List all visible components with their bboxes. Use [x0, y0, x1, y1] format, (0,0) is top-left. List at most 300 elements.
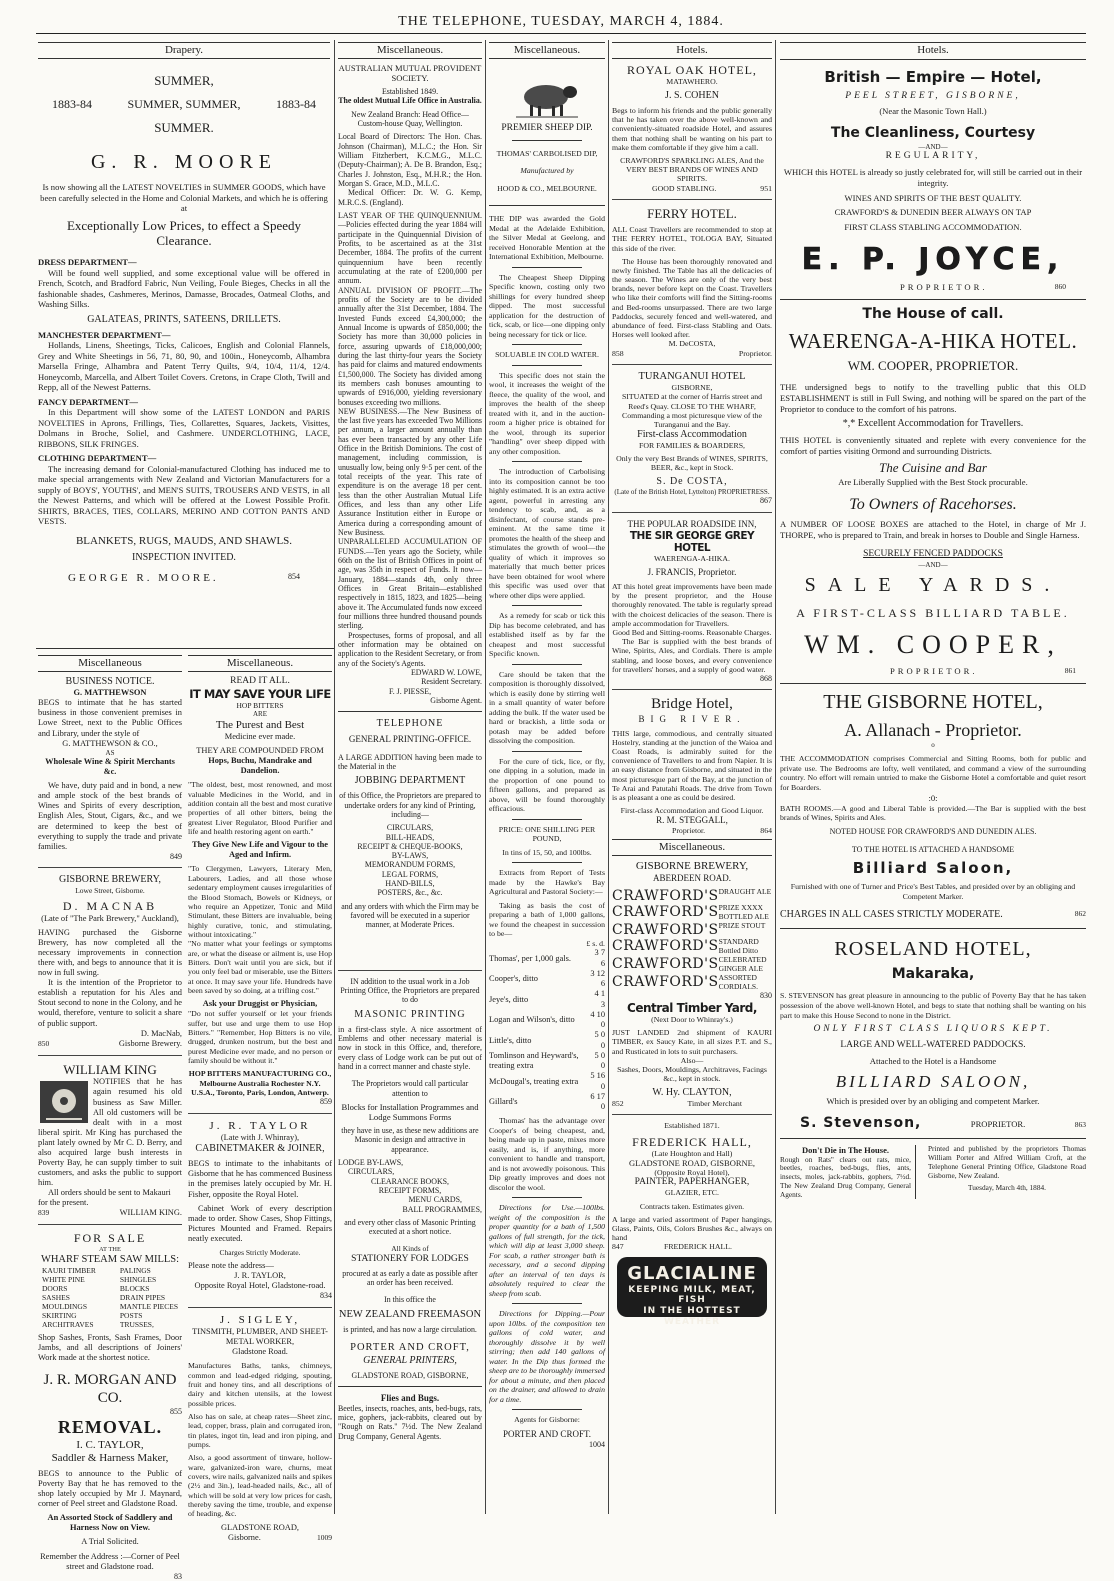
divider [512, 664, 582, 665]
general-printers: GENERAL PRINTERS, [363, 1354, 457, 1366]
crawford-name: CRAWFORD'S [612, 956, 719, 973]
king-title: WILLIAM KING [63, 1061, 157, 1077]
morgan-title: J. R. MORGAN AND CO. [43, 1372, 177, 1407]
table-row [489, 1030, 605, 1051]
timber-trade: Timber Merchant [687, 1099, 742, 1109]
signature: GEORGE R. MOORE. [68, 572, 219, 585]
divider [780, 299, 1086, 300]
rose-only: ONLY FIRST CLASS LIQUORS KEPT. [813, 1024, 1053, 1035]
timber-row [612, 1099, 772, 1108]
amp-text: LAST YEAR OF THE QUINQUENNIUM.—Policies effected during the year 1884 will participate in the Quinquennial Division of Profits, to be ascertained as at the 31st December, 1884. The profits of the current quinquennium have been recently accumulating at the rate of £200,000 per annum. [338, 210, 482, 286]
jrt-trade: CABINETMAKER & JOINER, [195, 1143, 325, 1155]
list-item: ARCHITRAVES [42, 1320, 94, 1330]
hop-text: "No matter what your feelings or symptoms are, or what the disease or ailment is, use Hop Bitters. Don't wait until you are sick, but if you only feel bad or miserable, use the Bitters at once. It may save your life. Hundreds have been saved by so doing, at a trifling cost." [188, 939, 332, 995]
bridge-prop: Proprietor. [672, 825, 706, 835]
notice-firm: G. MATTHEWSON & CO., [62, 738, 158, 748]
rose-row [780, 1115, 1086, 1133]
notice-name: G. MATTHEWSON [73, 688, 147, 698]
ad-number: 834 [320, 1291, 332, 1301]
rose-text: S. STEVENSON has great pleasure in announcing to the public of Poverty Bay that he has taken possession of the above well-known Hotel, and begs to state that nothing shall be wanting on his part to make this House Second to none in the District. [780, 991, 1086, 1020]
bridge-row [612, 826, 772, 835]
sigley-name: J. SIGLEY, [219, 1313, 301, 1326]
flies-title: Flies and Bugs. [380, 1392, 440, 1403]
table-row [489, 1071, 605, 1092]
fh-title: FREDERICK HALL, [632, 1134, 752, 1149]
section-header: Miscellaneous. [188, 655, 332, 672]
divider [512, 461, 582, 462]
cost-value: 6 17 0 [590, 1091, 605, 1112]
rose-title: ROSELAND HOTEL, [834, 937, 1032, 960]
dip-text: Extracts from Report of Tests made by the Hawke's Bay Agricultural and Pastoral Society:— [489, 868, 605, 897]
table-row [489, 1092, 605, 1113]
dip-price: PRICE: ONE SHILLING PER POUND, [498, 824, 596, 844]
divider [512, 605, 582, 606]
wah-text: THIS HOTEL is conveniently situated and replete with every convenience for the comfort of parties visiting Ormond and surrounding Districts. [780, 434, 1086, 456]
bridge-sig: R. M. STEGGALL, [656, 815, 728, 826]
turanganui-title: TURANGANUI HOTEL [638, 370, 746, 382]
divider [780, 683, 1086, 684]
imprint-text: Printed and published by the proprietors Thomas William Porter and Alfred William Croft, at the Telephone General Printing Office, Gladstone Road Gisborne, New Zealand. [928, 1144, 1086, 1180]
empire-reg: REGULARITY, [885, 151, 981, 162]
sigley-road: Gladstone Road. [232, 1347, 288, 1357]
sgg-text: AT this hotel great improvements have been made by the present proprietor, and the House thoroughly renovated. The table is regularly spread with the choicest delicacies of the season. There is ample accommodation for Travellers. [612, 582, 772, 628]
notice-as: AS [105, 748, 115, 757]
glacialine-title: GLACIALINE [627, 1263, 757, 1285]
taylor-trade: Saddler & Harness Maker, [51, 1451, 169, 1464]
divider [338, 711, 482, 712]
timber-sig: W. Hy. CLAYTON, [652, 1087, 732, 1099]
notice-trade: Wholesale Wine & Spirit Merchants &c. [45, 757, 175, 777]
signature-row [38, 572, 330, 585]
fh-trade2: GLAZIER, ETC. [665, 1188, 719, 1198]
list-item: LODGE BY-LAWS, [338, 1158, 404, 1168]
brewery-text: HAVING purchased the Gisborne Brewery, has now completed all the necessary improvements in connection there with, and begs to announce that it is now in full swing. [38, 927, 182, 978]
ad-number: 863 [1074, 1119, 1086, 1129]
amp-sig: EDWARD W. LOWE, [410, 668, 482, 678]
fh-trade: PAINTER, PAPERHANGER, [634, 1177, 750, 1188]
divider [512, 1197, 582, 1198]
horizontal-rule [36, 648, 334, 649]
ad-number: 83 [174, 1571, 182, 1581]
wah-prop: WM. COOPER, PROPRIETOR. [847, 357, 1019, 373]
crawford-desc: PRIZE XXXX BOTTLED ALE [718, 903, 769, 922]
ad-number: 862 [1074, 909, 1086, 919]
rose-place: Makaraka, [891, 965, 975, 982]
masonic-text: procured at as early a date as possible after an order has been received. [342, 1268, 478, 1288]
masonic-blocks: Blocks for Installation Programmes and Lodge Summons Forms [341, 1101, 479, 1122]
cost-table [489, 948, 605, 1112]
masonic-text: The Proprietors would call particular attention to [351, 1079, 469, 1098]
list-item: POSTERS, &c., &c. [377, 888, 443, 898]
masonic-list [338, 1158, 482, 1214]
dip-text: As a remedy for scab or tick this Dip has become celebrated, and has established itself as by far the cheapest and most successful Specific known. [489, 611, 605, 659]
timber-title: Central Timber Yard, [627, 1000, 757, 1015]
king-text: All orders should be sent to Makauri for the present. [38, 1188, 171, 1208]
brewery-name: D. MACNAB [62, 899, 158, 914]
cost-value: 3 7 6 [594, 948, 605, 968]
porter-croft: PORTER AND CROFT, [350, 1342, 470, 1354]
list-item: HAND-BILLS, [385, 879, 435, 889]
notice-title: BUSINESS NOTICE. [65, 676, 155, 688]
cost-value: 4 1 3 [594, 989, 605, 1009]
turanganui-place: GISBORNE, [671, 383, 713, 393]
year-left: 1883-84 [52, 97, 92, 112]
glacialine-sub: KEEPING MILK, MEAT, FISH [628, 1284, 756, 1306]
dip-text: Thomas' has the advantage over Cooper's of being cheapest, and, being made up in paste, mixes more easily, and is, if anything, more convenient to handle and transport, and is not avowedly poisonous. This Dip greatly improves and does not discolor the wool. [489, 1116, 605, 1192]
turanganui-sig: S. De COSTA, [656, 476, 728, 488]
section-header: Hotels. [780, 42, 1086, 60]
forsale-list-left [42, 1266, 96, 1329]
list-item: SASHES [42, 1293, 70, 1303]
list-item: SHINGLES [119, 1275, 157, 1285]
freemason-text: is printed, and has now a large circulation. [343, 1325, 477, 1335]
crawford-row [612, 974, 772, 992]
ferry-row [612, 349, 772, 358]
cost-value: 5 0 0 [594, 1050, 605, 1071]
empire-title: British — Empire — Hotel, [824, 67, 1042, 86]
hop-read: READ IT ALL. [230, 676, 290, 687]
offer-text: Exceptionally Low Prices, to effect a Speedy Clearance. [66, 217, 302, 249]
column-rule [334, 40, 335, 1514]
dip-text: Directions for Dipping.—Pour upon 10lbs. of the composition ten gallons of cold water, and thoroughly dissolve it by well stirring; then add 140 gallons of water. In the Dip thus formed the sheep are to be thoroughly immersed for about a minute, and then placed on the drainer, and allowed to drain for a time. [489, 1309, 605, 1404]
masonic-text: and every other class of Masonic Printing executed at a short notice. [344, 1218, 476, 1237]
dept-heading: MANCHESTER DEPARTMENT— [38, 329, 171, 340]
freemason-title: NEW ZEALAND FREEMASON [338, 1308, 482, 1320]
crawford-row [612, 904, 772, 922]
jrt-late: (Late with J. Whinray), [220, 1133, 300, 1143]
ad-number: 868 [760, 673, 772, 683]
jrt-address: Opposite Royal Hotel, Gladstone-road. [194, 1281, 326, 1291]
dip-thomas: THOMAS' CARBOLISED DIP, [496, 148, 598, 158]
crawford-desc: DRAUGHT ALE [718, 886, 772, 896]
notice-text: BEGS to intimate that he has started business in those convenient premises in Lowe Street, next to the Public Offices and Library, under the style of [38, 698, 182, 738]
divider [612, 689, 772, 690]
hop-are: ARE [253, 710, 267, 719]
year-right: 1883-84 [276, 97, 316, 112]
amp-medical: Medical Officer: Dr. W. G. Kemp, M.R.C.S. (England). [338, 188, 482, 207]
crawford-name: CRAWFORD'S [612, 887, 719, 904]
wah-prop2: PROPRIETOR. [890, 665, 978, 676]
king-sig: WILLIAM KING. [119, 1208, 182, 1218]
allkinds: All Kinds of [391, 1243, 429, 1253]
amp-sig-title: Resident Secretary. [421, 677, 482, 687]
brewery-text: It is the intention of the Proprietor to establish a reputation for his Ales and Stout second to none in the Colony, and he would, therefore, venture to solicit a share of public support. [38, 978, 182, 1028]
royal-oak-text: Begs to inform his friends and the public generally that he has taken over the above well-known and conveniently-situated roadside Hotel, and assures them that nothing shall be wanting on his part to make them comfortable if they give him a call. [612, 106, 772, 152]
hop-save: IT MAY SAVE YOUR LIFE [189, 686, 331, 701]
ad-number: 951 [760, 183, 772, 193]
list-item: BALL PROGRAMMES, [402, 1204, 482, 1214]
ad-number: 1009 [317, 1532, 332, 1542]
taylor-text: BEGS to announce to the Public of Poverty Bay that he has removed to the shop lately occupied by Mr J. Maynard, corner of Peel street and Gladstone Road. [38, 1469, 182, 1509]
divider [512, 344, 582, 345]
misc-left-column [38, 655, 182, 1581]
amp-printing-column [338, 42, 482, 1520]
ad-number: 1004 [589, 1439, 605, 1449]
amp-est: Established 1849. [381, 87, 439, 96]
list-item: MENU CARDS, [408, 1195, 462, 1205]
divider [38, 1224, 182, 1225]
joyce-name: E. P. JOYCE, [801, 241, 1065, 277]
gh-text: BATH ROOMS.—A good and Liberal Table is provided.—The Bar is supplied with the best brands of Wines, Spirits and Ales. [780, 803, 1086, 823]
royal-oak-place: MATAWHERO. [666, 77, 718, 87]
dept-heading: FANCY DEPARTMENT— [38, 396, 139, 407]
table-row [489, 969, 605, 990]
list-item: DRAIN PIPES [119, 1293, 166, 1303]
jrt-sig: J. R. TAYLOR, [234, 1271, 286, 1281]
hop-text: "The oldest, best, most renowned, and most valuable Medicines in the World, and in addition contain all the best and most curative properties of all other bitters, being the greatest Liver Regulator, Blood Purifier and life and health restoring agent on earth." [188, 780, 332, 836]
fh-late: (Late Houghton and Hall) [651, 1148, 733, 1158]
jrt-note: Please note the address— [188, 1260, 274, 1270]
divider [612, 199, 772, 200]
timber-text: JUST LANDED 2nd shipment of KAURI TIMBER, ex Saucy Kate, in all sizes P.T. and S., and Rusticated in lots to suit purchasers. [612, 1028, 772, 1056]
list-item: LEGAL FORMS, [381, 869, 439, 879]
divider [188, 1113, 332, 1114]
list-item: MEMORANDUM FORMS, [364, 860, 456, 870]
rats-text: Rough on Rats" clears out rats, mice, beetles, roaches, bed-bugs, flies, ants, insects, moles, jack-rabbits, gophers, 7½d. The New Zealand Drug Company, General Agents. [780, 1154, 911, 1199]
wah-fenced: SECURELY FENCED PADDOCKS [863, 548, 1003, 559]
ad-number: 850 [38, 1038, 50, 1048]
gpo-title: GENERAL PRINTING-OFFICE. [348, 734, 472, 745]
rats-title: Don't Die in The House. [802, 1145, 889, 1156]
divider [512, 1303, 582, 1304]
crawford-row [612, 888, 772, 905]
gh-text: THE ACCOMMODATION comprises Commercial and Sitting Rooms, both for public and private use. The Bedrooms are lofty, well ventilated, and command a view of the surrounding country. No effort will remain untried to make the Gisborne Hotel a comfortable and quiet resort for Boarders. [780, 753, 1086, 793]
crawford-row [612, 922, 772, 939]
cost-name: Thomas', per 1,000 gals. [489, 953, 571, 963]
hop-text: "To Clergymen, Lawyers, Literary Men, Labourers, Ladies, and all those whose sedentary employment causes irregularities of the Blood Stomach, Bowels or Kidneys, or who require an Appetizer, Tonic and Mild Stimulant, these Bitters are invaluable, being highly curative, tonic, and stimulating, without intoxicating." [188, 864, 332, 939]
empire-wines: WINES AND SPIRITS OF THE BEST QUALITY. [844, 192, 1022, 203]
cost-name: McDougal's, treating extra [489, 1076, 579, 1086]
gpo-text: A LARGE ADDITION having been made to the Material in the [338, 752, 482, 772]
sigley-text: Manufactures Baths, tanks, chimneys, common and lead-edged ridging, spouting, fruit and honey tins, and all descriptions of dairy and kitchen utensils, at the lowest possible prices. [188, 1361, 332, 1408]
section-header: Drapery. [38, 42, 330, 59]
house-title: The House of call. [862, 306, 1004, 323]
crawford-row [612, 956, 772, 974]
ferry-text: ALL Coast Travellers are recommended to stop at THE FERRY HOTEL, TOLOGA BAY, Situated this side of the river. [612, 225, 772, 253]
amp-nz: New Zealand Branch: Head Office—Custom-house Quay, Wellington. [351, 109, 469, 128]
sgg-prop: J. FRANCIS, Proprietor. [647, 567, 737, 578]
amp-oldest: The oldest Mutual Life Office in Australia. [338, 96, 482, 106]
divider [512, 267, 582, 268]
brewery-title: GISBORNE BREWERY, [635, 860, 749, 873]
masonic-text: in a first-class style. A nice assortment of Emblems and other necessary material is now in stock in this Office, and, therefore, every class of Lodge work can be put out of hand in a correct manner and chaste style. [338, 1024, 482, 1071]
dip-manuf: Manufactured by [520, 166, 574, 176]
ad-number: 859 [320, 1097, 332, 1107]
drapery-column [38, 42, 330, 652]
fh-row [612, 1242, 772, 1251]
bridge-text: First-class Accommodation and Good Liquor. [620, 806, 764, 816]
cost-name: Jeye's, ditto [489, 994, 529, 1004]
amp-text: Prospectuses, forms of proposal, and all other information may be obtained on application to the Resident Secretary, or from any of the Society's Agents. [338, 630, 482, 668]
divider [512, 819, 582, 820]
crawford-name: CRAWFORD'S [612, 973, 719, 990]
gpo-list [338, 823, 482, 898]
forsale-items [38, 1266, 182, 1329]
dept-text: Will be found well supplied, and some exceptional value will be offered in French, Scotch, and Bradford Fabric, Nun Veiling, Foule Bieges, Checks in all the fashionable shades, Cashmeres, Merinos, Damasse, Brocades, Oatmeal Cloths, and Washing Silks. [38, 267, 330, 310]
divider [338, 1386, 482, 1387]
divider [338, 970, 482, 971]
wah-title: WAERENGA-A-HIKA HOTEL. [788, 328, 1078, 353]
gpo-text: and any orders with which the Firm may be favored will be executed in a superior manner, at Moderate Prices. [341, 901, 479, 930]
sigley-text: Also has on sale, at cheap rates—Sheet zinc, lead, copper, brass, plain and corrugated iron, tin plates, ingot tin, lead and iron piping, and pumps. [188, 1411, 332, 1449]
crawford-name: CRAWFORD'S [612, 904, 719, 921]
jrt-text: BEGS to intimate to the inhabitants of Gisborne that he has commenced Business in the premises lately occupied by Mr. H. Fisher, opposite the Royal Hotel. [188, 1159, 332, 1199]
king-text: NOTIFIES that he has again resumed his old business as Saw Miller. All old customers will be dealt with in a most liberal spirit. Mr King has purchased the plant lately owned by Mr C. D. Berry, and also acquired large bush interests in Poverty Bay, he can supply timber to suit customers, and asks the public to support him. [38, 1077, 182, 1188]
timber-also: Also— [680, 1055, 704, 1065]
forsale-at: AT THE [99, 1245, 121, 1253]
hop-ingredients: Hops, Buchu, Mandrake and Dandelion. [208, 756, 312, 776]
cost-name: Tomlinson and Heyward's, treating extra [489, 1050, 579, 1071]
dip-text: Care should be taken that the composition is thoroughly dissolved, which is easily done by stirring well in a small quantity of water before adding the bulk. If the water used be hard or brackish, a little soda or potash may be added before dissolving the composition. [489, 669, 605, 746]
table-row [489, 948, 605, 969]
cost-value: 5 0 0 [594, 1030, 605, 1050]
firm-name: G. R. MOORE [90, 150, 277, 173]
ferry-prop: Proprietor. [738, 348, 772, 358]
table-row [489, 1010, 605, 1031]
dept-text: In this Department will show some of the LATEST LONDON and PARIS NOVELTIES in Aprons, Frillings, Ties, Collarettes, Squares, Jackets, Visittes, Dolmans in Broche, Soliel, and Cashmere. UNDERCLOTHING, LACE, RIBBONS, SILK FRINGES. [38, 407, 330, 449]
fh-text: Contracts taken. Estimates given. [639, 1201, 745, 1211]
dip-text: For the cure of tick, lice, or fly, one dipping in a solution, made in the proportion of one pound to fifteen gallons, and prepared as above, will be found thoroughly efficacious. [489, 756, 605, 814]
hop-company: HOP BITTERS MANUFACTURING CO., Melbourne Australia Rochester N.Y. U.S.A., Toronto, Paris, London, Antwerp. [188, 1069, 332, 1098]
list-item: BLOCKS [119, 1284, 150, 1294]
taylor-name: I. C. TAYLOR, [76, 1438, 144, 1451]
amp-title: AUSTRALIAN MUTUAL PROVIDENT SOCIETY. [338, 62, 482, 83]
hop-give: They Give New Life and Vigour to the Aged and Infirm. [192, 840, 328, 860]
gh-text: Furnished with one of Turner and Price's Best Tables, and presided over by an obliging and Competent Marker. [790, 881, 1076, 901]
rose-large: LARGE AND WELL-WATERED PADDOCKS. [840, 1040, 1026, 1051]
divider [612, 512, 772, 513]
list-item: TRUSSES, [119, 1320, 154, 1330]
table-row [489, 989, 605, 1010]
hotels-column-2 [780, 42, 1086, 1520]
hop-medicine: Medicine ever made. [224, 731, 296, 741]
sgg-title: THE SIR GEORGE GREY HOTEL [629, 529, 755, 554]
amp-text: UNPARALLELED ACCUMULATION OF FUNDS.—Ten years ago the Society, while 66th on the list of British Offices in point of age, was 35th in respect of Funds. It now—January, 1884—stands 4th, only three Offices in Great Britain—established respectively in 1815, 1823, and 1825—being above it. The Accumulated funds now exceed four millions three hundred thousand pounds sterling. [338, 537, 482, 631]
sheep-dip-column [489, 42, 605, 1520]
popular-title: THE POPULAR ROADSIDE INN, [627, 518, 757, 529]
divider [780, 1138, 1086, 1139]
ad-number: 852 [612, 1099, 624, 1109]
empire-street: PEEL STREET, GISBORNE, [845, 90, 1021, 101]
table-row [489, 1051, 605, 1072]
gh-saloon: Billiard Saloon, [852, 859, 1014, 878]
intro-text: Is now showing all the LATEST NOVELTIES in SUMMER GOODS, which have been carefully selected in the Home and Colonial Markets, and which he is offering at [40, 182, 328, 214]
blankets: BLANKETS, RUGS, MAUDS, AND SHAWLS. [75, 534, 293, 547]
ad-number: 847 [612, 1242, 624, 1252]
royal-oak-text: CRAWFORD'S SPARKLING ALES, And the VERY BEST BRANDS OF WINES AND SPIRITS. [620, 156, 764, 184]
divider [512, 140, 582, 141]
summer-summer: SUMMER, SUMMER, [127, 97, 241, 112]
amp-text: NEW BUSINESS.—The New Business of the last five years has exceeded Two Millions per annum, a larger amount annually than has ever been transacted by any other Life Office in the British Dominions. The cost of management, including commission, is unusually low, being only 9·5 per cent. of the total receipts of the year. This rate of expenditure is on the average 18 per cent. less than the other Australian Mutual Life Offices, and less than any other Life Assurance Institution either in Europe or America during a corresponding amount of New Business. [338, 406, 482, 538]
bridge-text: THIS large, commodious, and centrally situated Hostelry, standing at the junction of the Waioa and Coast Roads, is admirably suited for the convenience of Travellers to and from Napier. It is an easy distance from Gisborne, and situated in the most picturesque part of the Bay, at the junction of Te Arai and Patutahi Roads. The drive from Town is as pleasant a one as could be desired. [612, 728, 772, 802]
hotels-column-1 [612, 42, 772, 1520]
sigley-address: GLADSTONE ROAD, [220, 1522, 299, 1532]
turanganui-late: (Late of the British Hotel, Lyttelton) PROPRIETRESS. [614, 488, 770, 497]
cost-value: 4 10 0 [590, 1009, 605, 1030]
sawmill-icon [38, 1079, 90, 1125]
turanganui-text: Only the very Best Brands of WINES, SPIRITS, BEER, &c., kept in Stock. [616, 454, 768, 473]
forsale-list-right [120, 1266, 178, 1329]
galateas: GALATEAS, PRINTS, SATEENS, DRILLETS. [87, 313, 281, 325]
section-header: Miscellaneous. [489, 42, 605, 59]
list-item: MOULDINGS [42, 1302, 87, 1312]
wah-sale: SALE YARDS. [804, 574, 1062, 597]
sigley-town: Gisborne. [228, 1532, 261, 1542]
removal-title: REMOVAL. [57, 1417, 163, 1438]
royal-oak-title: ROYAL OAK HOTEL, [627, 62, 757, 77]
dip-title: PREMIER SHEEP DIP. [501, 123, 593, 134]
royal-oak-owner: J. S. COHEN [665, 90, 719, 102]
hop-bitters: HOP BITTERS [236, 701, 284, 711]
list-item: CLEARANCE BOOKS, [370, 1176, 450, 1186]
crawford-desc: CELEBRATED GINGER ALE [718, 955, 767, 973]
rose-prop: PROPRIETOR. [970, 1118, 1026, 1129]
dept-text: Hollands, Linens, Sheetings, Ticks, Calicoes, English and Colonial Flannels, Grey and White Sheetings in 56, 71, 80, 90, and 100in., Honeycomb, Alhambra Marsella Fringe, Alhambra and Patent Terry Quilts, 9/4, 10/4, 11/4, 12/4. Honeycomb, Marcella, and Albert Toilet Covers. Cretons, in Crape Cloth, Twill and Repp, all of the Newest Patterns. [38, 340, 330, 393]
inspection: INSPECTION INVITED. [132, 552, 236, 564]
cost-header: £ s. d. [586, 938, 605, 948]
ad-number: 855 [170, 1407, 182, 1417]
ad-number: 867 [760, 496, 772, 506]
divider [512, 365, 582, 366]
rose-saloon: BILLIARD SALOON, [835, 1071, 1031, 1091]
sigley-town-row [188, 1533, 332, 1543]
summer-heading: SUMMER. [154, 119, 214, 135]
ferry-text: The House has been thoroughly renovated and newly finished. The Table has all the delicacies of the season. The Wines are only of the very best brands, never before kept on the Coast. Travellers who like their comforts will find the Sitting-rooms and Bed-rooms unsurpassed. There are two large Paddocks, securely fenced and well-watered, and abundance of feed. First-class Stabling and Oats. Horses well looked after. [612, 256, 772, 340]
cost-value: 3 12 6 [590, 968, 605, 989]
crawford-desc: STANDARD Bottled Ditto [718, 937, 759, 956]
misc-right-column [188, 655, 332, 1542]
wah-owners: To Owners of Racehorses. [849, 496, 1017, 514]
dip-text: The Cheapest Sheep Dipping Specific known, costing only two shillings for every hundred sheep dipped. The most successful application for the destruction of tick, scab, or lice—one dipping only being necessary for tick or lice. [489, 272, 605, 339]
forsale-title: FOR SALE [73, 1231, 147, 1246]
amp-board: Local Board of Directors: The Hon. Chas. Johnson (Chairman), M.L.C.; the Hon. Sir William Fitzherbert, K.C.M.G., M.L.C. (Deputy-Chairman); A. De B. Brandon, Esq.; Charles J. Johnston, Esq., M.H.R.; the Hon. Morgan S. Grace, M.D., M.L.C. [338, 132, 482, 188]
dip-text: Directions for Use.—100lbs. weight of the composition is the proper quantity for a bath of 1,500 gallons of full strength, for the tick, which will dip at least 3,000 sheep. For scab, a rather stronger bath is necessary, and a second dipping after an interval of ten days is absolutely required to clear the sheep from scab. [489, 1203, 605, 1298]
section-header: Hotels. [612, 42, 772, 59]
masonic-text: they have in use, as these new additions are Masonic in design and attractive in appearance. [341, 1126, 479, 1154]
list-item: BY-LAWS, [391, 851, 429, 861]
sigley-text: Also, a good assortment of tinware, hollow-ware, galvanized-iron ware, churns, meat covers, wire nails, galvanized nails and spikes (2½ and 3in.), lead-headed nails, &c., all of which will be sold at very low prices for cash, thereby saving the time, trouble, and expense of heading, &c. [188, 1453, 332, 1519]
sgg-text: Good Bed and Sitting-rooms. Reasonable Charges. [612, 628, 772, 637]
ferry-title: FERRY HOTEL. [647, 205, 737, 221]
list-item: MANTLE PIECES [119, 1302, 178, 1312]
list-item: DOORS [42, 1284, 68, 1294]
list-item: WHITE PINE [42, 1275, 85, 1285]
cost-name: Gillard's [489, 1097, 518, 1107]
ad-number: 861 [1064, 665, 1076, 675]
cost-name: Little's, ditto [489, 1035, 532, 1045]
gh-title: THE GISBORNE HOTEL, [823, 690, 1043, 713]
fh-address: GLADSTONE ROAD, GISBORNE, [629, 1157, 755, 1168]
jrt-charges: Charges Strictly Moderate. [219, 1247, 301, 1257]
rose-attached: Attached to the Hotel is a Handsome [869, 1056, 997, 1067]
list-item: PALINGS [119, 1266, 151, 1276]
section-header: Miscellaneous [38, 655, 182, 672]
timber-next: (Next Door to Whinray's.) [651, 1015, 733, 1025]
ad-number: 860 [1054, 282, 1066, 292]
gh-sep: :0: [928, 792, 938, 803]
divider [188, 1307, 332, 1308]
brewery-late: (Late of "The Park Brewery," Auckland), [41, 913, 179, 923]
wah-are: Are Liberally Supplied with the Best Stock procurable. [838, 476, 1028, 487]
forsale-text: Shop Sashes, Fronts, Sash Frames, Door Jambs, and all descriptions of Joiners' Work made at the shortest notice. [38, 1333, 182, 1363]
hop-text: "Do not suffer yourself or let your friends suffer, but use and urge them to use Hop Bitters." "Remember, Hop Bitters is no vile, drugged, drunken nostrum, but the best and purest Medicine ever made, and no person or family should be without it." [188, 1009, 332, 1066]
gh-noted: NOTED HOUSE FOR CRAWFORD'S AND DUNEDIN ALES. [829, 827, 1037, 837]
imprint [924, 1145, 1086, 1199]
section-header: Miscellaneous. [338, 42, 482, 59]
gh-charges: CHARGES IN ALL CASES STRICTLY MODERATE. [780, 909, 1003, 921]
ad-number: 839 [38, 1208, 50, 1218]
stationery: STATIONERY FOR LODGES [351, 1253, 469, 1264]
